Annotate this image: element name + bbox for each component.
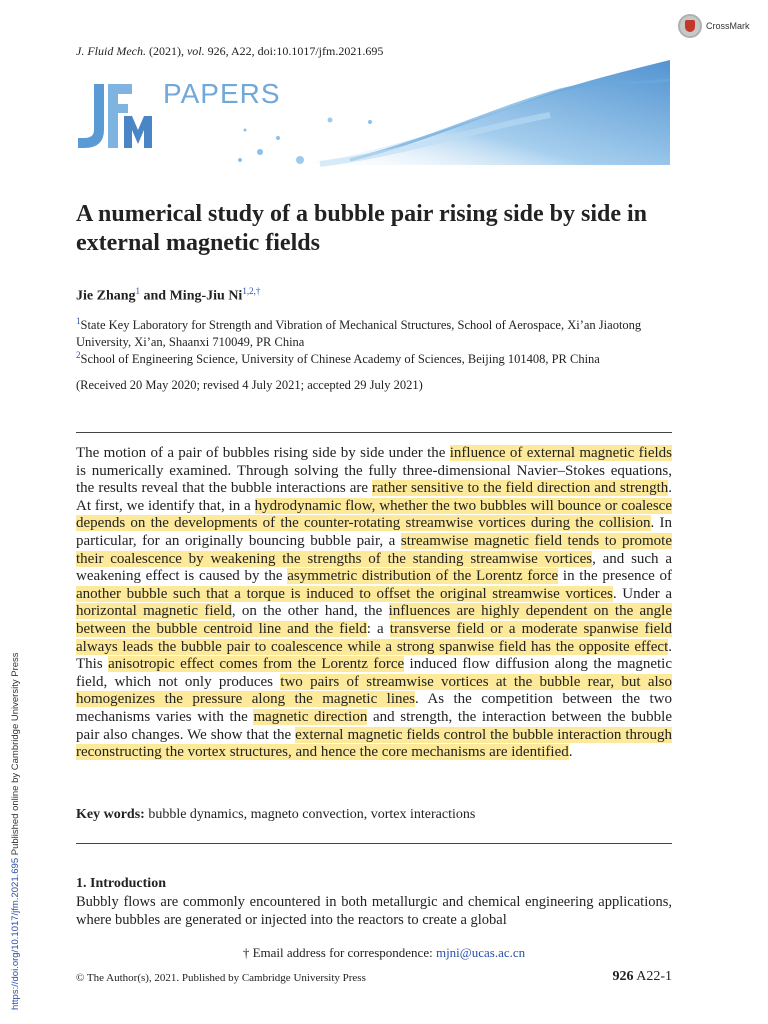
abstract-text: in the presence of	[558, 568, 672, 585]
correspondence-email-link[interactable]: mjni@ucas.ac.cn	[435, 945, 526, 960]
abstract	[76, 445, 672, 762]
section-heading-introduction: 1. Introduction	[76, 876, 166, 891]
correspondence-footnote: † Email address for correspondence: mjni@ucas.ac.cn	[242, 945, 526, 960]
abstract-text: . Under a	[612, 585, 672, 602]
author-1-affiliation[interactable]: 1	[135, 286, 141, 296]
abstract-text: . As the competition between the two mechanisms varies with the	[76, 691, 672, 725]
journal-name: J. Fluid Mech.	[76, 44, 146, 58]
abstract-text: .	[568, 744, 573, 761]
abstract-text: : a	[366, 620, 390, 637]
abstract-text: and strength, the interaction between the bubble pair also changes. We show that the	[76, 708, 672, 743]
abstract-text: . In particular, for an originally bouncing bubble pair, a	[76, 515, 673, 549]
jfm-logo-icon	[76, 80, 156, 152]
papers-label: PAPERS	[163, 78, 281, 109]
page-number: 926 A22-1	[612, 969, 672, 984]
abstract-text: , on the other hand, the	[231, 603, 389, 620]
abstract-top-rule	[76, 432, 672, 433]
abstract-text: is numerically examined. Through solving the fully three-dimensional Navier–Stokes equations, the results reveal that the bubble interactions are	[76, 462, 672, 497]
received-dates: (Received 20 May 2020; revised 4 July 2021; accepted 29 July 2021)	[76, 378, 423, 392]
author-2: Ming-Jiu Ni	[169, 288, 243, 304]
paper-title: A numerical study of a bubble pair rising side by side in external magnetic fields	[76, 201, 648, 256]
highlighted-text[interactable]: transverse field or a moderate spanwise field always leads the bubble pair to coalescence while a strong spanwise field has the opposite effect	[76, 620, 673, 655]
abstract-text: . At first, we identify that, in a	[76, 480, 672, 514]
highlighted-text[interactable]: anisotropic effect comes from the Lorentz force	[108, 656, 405, 673]
author-2-correspondence-link[interactable]: †	[255, 286, 261, 296]
journal-citation: J. Fluid Mech. (2021), vol. 926, A22, doi:10.1017/jfm.2021.695	[76, 44, 384, 58]
author-1: Jie Zhang	[76, 288, 136, 304]
crossmark-label: CrossMark	[706, 21, 750, 31]
doi-sidebar: https://doi.org/10.1017/jfm.2021.695 Published online by Cambridge University Press	[10, 652, 21, 1010]
water-splash-graphic	[230, 60, 670, 170]
highlighted-text[interactable]: another bubble such that a torque is induced to offset the original streamwise vortices	[76, 585, 613, 602]
copyright-notice: © The Author(s), 2021. Published by Cambridge University Press	[76, 972, 366, 984]
highlighted-text[interactable]: rather sensitive to the field direction and strength	[372, 480, 669, 497]
highlighted-text[interactable]: hydrodynamic flow, whether the two bubbles will bounce or coalesce depends on the developments of the counter-rotating streamwise vortices during the collision	[76, 497, 672, 532]
abstract-text: The motion of a pair of bubbles rising side by side under the	[76, 445, 450, 461]
affiliation-1: $^1$State Key Laboratory for Strength and Vibration of Mechanical Structures, School of Aerospace, Xi’an Jiaotong University, Xi’an, Shaanxi 710049, PR China	[76, 316, 642, 350]
highlighted-text[interactable]: streamwise magnetic field tends to promote their coalescence by weakening the strengths of the standing streamwise vortices	[76, 532, 672, 567]
highlighted-text[interactable]: influences are highly dependent on the angle between the bubble centroid line and the field	[76, 603, 672, 637]
author-list: Jie Zhang$^1$ and Ming-Jiu $Ni^{1,2,\dagger}$	[76, 286, 261, 304]
abstract-text: induced flow diffusion along the magnetic field, which not only produces	[76, 656, 673, 690]
keywords-value: bubble dynamics, magneto convection, vortex interactions	[144, 807, 476, 822]
abstract-text: . This	[76, 638, 672, 673]
keywords	[76, 807, 475, 823]
doi-link[interactable]: https://doi.org/10.1017/jfm.2021.695	[10, 857, 21, 1010]
author-2-affiliation[interactable]: 1,2,	[242, 286, 256, 296]
crossmark-badge[interactable]	[678, 12, 768, 40]
introduction-paragraph: Bubbly flows are commonly encountered in both metallurgic and chemical engineering applications, where bubbles are generated or injected into the reactors to create a global	[76, 894, 672, 928]
highlighted-text[interactable]: two pairs of streamwise vortices at the bubble rear, but also homogenizes the pressure along the magnetic lines	[76, 673, 672, 708]
abstract-text: , and such a weakening effect is caused by the	[76, 550, 673, 585]
crossmark-icon	[678, 14, 702, 38]
highlighted-text[interactable]: magnetic direction	[253, 708, 368, 725]
highlighted-text[interactable]: external magnetic fields control the bubble interaction through reconstructing the vortex structures, and hence the core mechanisms are identified	[76, 726, 673, 761]
highlighted-text[interactable]: asymmetric distribution of the Lorentz force	[287, 568, 559, 585]
abstract-bottom-rule	[76, 843, 672, 844]
affiliation-2: $^2$School of Engineering Science, University of Chinese Academy of Sciences, Beijing 101408, PR China	[76, 350, 600, 367]
keywords-label: Key words:	[76, 807, 145, 822]
highlighted-text[interactable]: influence of external magnetic fields	[449, 445, 672, 461]
highlighted-text[interactable]: horizontal magnetic field	[76, 603, 232, 620]
